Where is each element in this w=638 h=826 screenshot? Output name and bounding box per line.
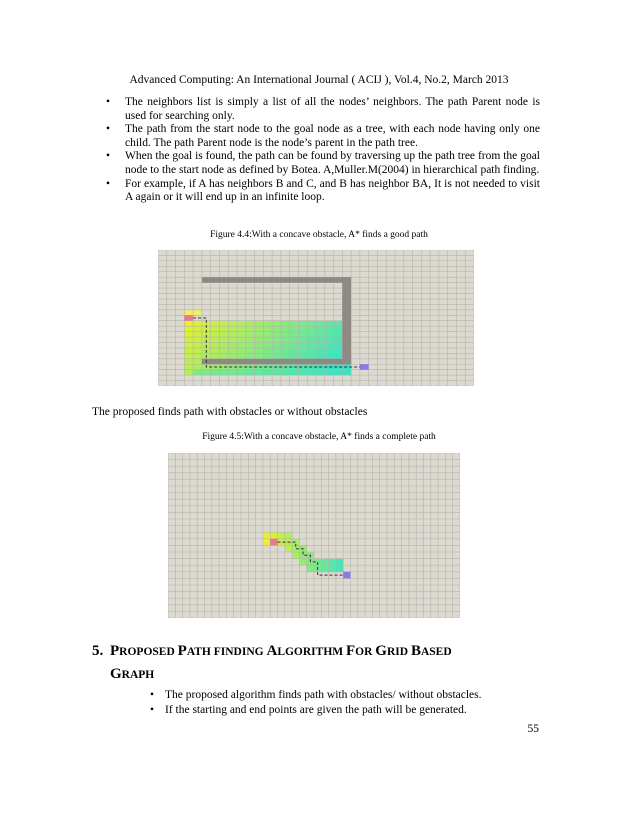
search-cell [219,337,228,342]
section-number: 5. [92,643,104,659]
bullet-list-proposed [150,688,482,718]
search-cell [184,364,193,369]
bullet-item [106,123,540,150]
search-cell [281,348,290,353]
search-cell [193,364,202,369]
search-cell [307,348,316,353]
bullet-item [150,688,482,703]
search-cell [316,337,325,342]
search-cell [298,353,307,358]
search-cell [307,337,316,342]
search-cell [263,332,272,337]
search-cell [334,353,343,358]
bullet-glyph: • [106,150,111,163]
search-cell [263,321,272,326]
bullet-glyph: • [106,123,111,136]
search-cell [219,342,228,347]
bullet-glyph: • [106,177,111,190]
search-cell [211,332,220,337]
search-cell [219,321,228,326]
search-cell [272,326,281,331]
search-cell [281,332,290,337]
search-cell [307,332,316,337]
search-cell [321,565,328,572]
search-cell [325,332,334,337]
search-cell [237,348,246,353]
search-cell [334,326,343,331]
search-cell [237,342,246,347]
search-cell [281,353,290,358]
start-node [184,315,193,320]
figure-4-4-grid [158,250,474,386]
obstacle-wall [342,277,351,364]
search-cell [255,321,264,326]
search-cell [334,370,343,375]
bullet-glyph: • [106,96,111,108]
search-cell [316,332,325,337]
search-cell [336,559,343,566]
search-cell [272,342,281,347]
search-cell [255,332,264,337]
search-cell [334,332,343,337]
search-cell [246,337,255,342]
search-cell [246,342,255,347]
search-cell [272,337,281,342]
search-cell [255,337,264,342]
search-cell [281,342,290,347]
search-cell [193,348,202,353]
search-cell [219,370,228,375]
bullet-text: The proposed algorithm finds path with obstacles/ without obstacles. [165,689,482,701]
search-cell [246,326,255,331]
bullet-glyph: • [150,704,155,716]
search-cell [325,326,334,331]
search-cell [336,565,343,572]
bullet-text: The neighbors list is simply a list of all the nodes’ neighbors. The path Parent node is used for searching only. [125,96,540,122]
search-cell [219,326,228,331]
search-cell [184,326,193,331]
search-cell [184,342,193,347]
search-cell [290,326,299,331]
search-cell [292,552,299,559]
search-cell [263,342,272,347]
search-cell [237,326,246,331]
search-cell [272,332,281,337]
search-cell [278,532,285,539]
search-cell [299,559,306,566]
search-cell [298,370,307,375]
search-cell [329,565,336,572]
search-cell [228,337,237,342]
search-cell [184,310,193,315]
search-cell [184,337,193,342]
search-cell [211,370,220,375]
search-cell [290,353,299,358]
search-cell [272,321,281,326]
bullet-item [150,703,482,718]
search-cell [202,370,211,375]
bullet-text: The path from the start node to the goal node as a tree, with each node having only one child. The path Parent node is the node’s parent in the path tree. [125,123,540,149]
search-cell [184,370,193,375]
search-cell [307,342,316,347]
bullet-item [106,178,540,205]
search-cell [193,310,202,315]
search-cell [290,321,299,326]
search-cell [193,337,202,342]
search-cell [246,370,255,375]
search-cell [228,332,237,337]
search-cell [193,359,202,364]
goal-node [360,364,369,369]
search-cell [270,532,277,539]
search-cell [255,370,264,375]
search-cell [316,321,325,326]
search-cell [228,342,237,347]
bullet-list-algorithm-notes [106,96,540,205]
search-cell [184,321,193,326]
figure-4-5-grid [168,453,460,618]
search-cell [298,326,307,331]
search-cell [334,348,343,353]
search-cell [246,332,255,337]
search-cell [290,332,299,337]
search-cell [237,321,246,326]
search-cell [211,337,220,342]
search-cell [263,326,272,331]
start-node [270,539,277,546]
search-cell [272,353,281,358]
search-cell [298,321,307,326]
search-cell [193,353,202,358]
search-cell [255,326,264,331]
search-cell [228,370,237,375]
search-cell [325,337,334,342]
search-cell [334,337,343,342]
search-cell [193,332,202,337]
search-cell [325,321,334,326]
search-cell [219,332,228,337]
search-cell [263,532,270,539]
search-cell [184,359,193,364]
section-heading: 5. PROPOSED PATH FINDING ALGORITHM FOR GRID BASED GRAPH [92,640,552,686]
search-cell [184,353,193,358]
search-cell [237,332,246,337]
search-cell [184,348,193,353]
search-cell [298,332,307,337]
search-cell [298,337,307,342]
search-cell [193,342,202,347]
search-cell [263,353,272,358]
search-cell [316,353,325,358]
search-cell [211,326,220,331]
search-cell [228,348,237,353]
page-number: 55 [527,723,539,735]
search-cell [263,337,272,342]
search-cell [184,332,193,337]
search-cell [193,326,202,331]
bullet-glyph: • [150,689,155,701]
search-cell [255,348,264,353]
paragraph-proposed: The proposed finds path with obstacles or without obstacles [92,406,368,418]
search-cell [246,348,255,353]
obstacle-wall [202,277,351,282]
search-cell [325,348,334,353]
search-cell [290,370,299,375]
search-cell [325,342,334,347]
search-cell [316,342,325,347]
search-cell [316,326,325,331]
search-cell [307,370,316,375]
search-cell [228,321,237,326]
search-cell [263,539,270,546]
search-cell [246,321,255,326]
bullet-text: When the goal is found, the path can be found by traversing up the path tree from the goal node to the start node as defined by Botea. A,Muller.M(2004) in hierarchical path finding. [125,150,540,176]
search-cell [334,321,343,326]
search-cell [307,326,316,331]
search-cell [298,342,307,347]
search-cell [246,353,255,358]
bullet-text: For example, if A has neighbors B and C, and B has neighbor BA, It is not needed to visit A again or it will end up in an infinite loop. [125,177,540,204]
bullet-text: If the starting and end points are given the path will be generated. [165,704,467,716]
search-cell [237,353,246,358]
search-cell [325,370,334,375]
search-cell [193,321,202,326]
search-cell [272,370,281,375]
search-cell [290,337,299,342]
search-cell [237,337,246,342]
search-cell [211,321,220,326]
figure-4-4-caption: Figure 4.4:With a concave obstacle, A* finds a good path [210,230,428,240]
search-cell [342,370,351,375]
search-cell [211,353,220,358]
search-cell [193,370,202,375]
search-cell [281,321,290,326]
search-cell [316,370,325,375]
search-cell [316,348,325,353]
search-cell [290,348,299,353]
figure-4-5-caption: Figure 4.5:With a concave obstacle, A* finds a complete path [202,432,436,442]
search-cell [255,342,264,347]
search-cell [272,348,281,353]
search-cell [285,532,292,539]
search-cell [307,353,316,358]
search-cell [237,370,246,375]
search-cell [307,321,316,326]
search-cell [219,348,228,353]
search-cell [281,326,290,331]
bullet-item [106,96,540,123]
search-cell [281,337,290,342]
search-cell [321,559,328,566]
search-cell [329,559,336,566]
search-cell [298,348,307,353]
search-cell [263,348,272,353]
search-cell [307,565,314,572]
search-cell [285,545,292,552]
search-cell [228,353,237,358]
search-cell [255,353,264,358]
obstacle-wall [202,359,351,364]
search-cell [325,353,334,358]
search-cell [334,342,343,347]
search-cell [219,353,228,358]
bullet-item [106,150,540,177]
search-cell [281,370,290,375]
search-cell [228,326,237,331]
running-header: Advanced Computing: An International Journal ( ACIJ ), Vol.4, No.2, March 2013 [129,74,509,86]
search-cell [290,342,299,347]
search-cell [211,348,220,353]
search-cell [211,342,220,347]
goal-node [343,572,350,579]
search-cell [263,370,272,375]
